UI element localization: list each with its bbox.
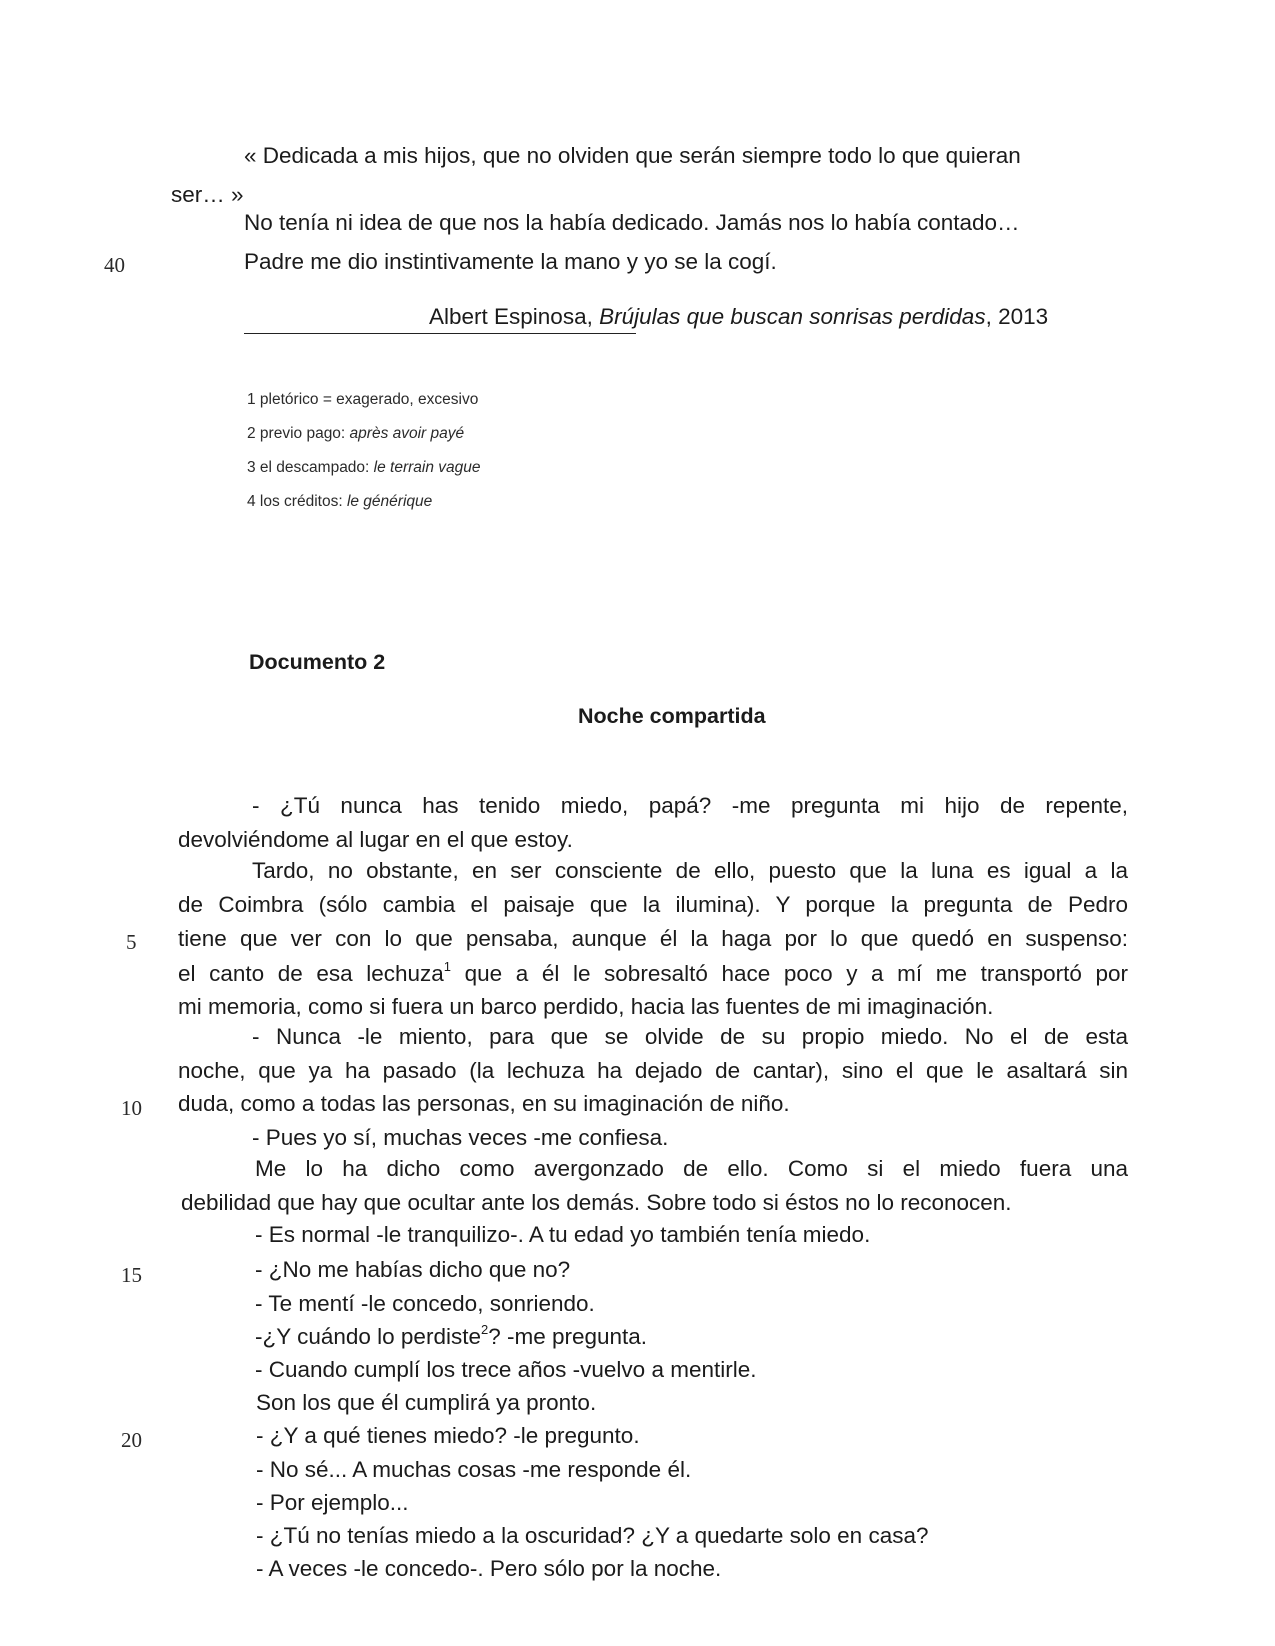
text-line: duda, como a todas las personas, en su imaginación de niño. — [178, 1091, 790, 1116]
text-line: - ¿Tú nunca has tenido miedo, papá? -me pregunta mi hijo de repente, — [252, 793, 1128, 818]
text-line-with-footnote: -¿Y cuándo lo perdiste$^2$? -me pregunta. — [255, 1321, 648, 1349]
line-number-10: 10 — [121, 1096, 142, 1120]
footnote-3: 3 el descampado: le terrain vague — [247, 459, 481, 476]
text-line: - ¿Y a qué tienes miedo? -le pregunto. — [256, 1423, 640, 1448]
text-line: Tardo, no obstante, en ser consciente de ello, puesto que la luna es igual a la — [252, 858, 1128, 883]
text-title: Noche compartida — [578, 704, 766, 728]
line-number-5: 5 — [126, 930, 137, 954]
text-line: - A veces -le concedo-. Pero sólo por la noche. — [256, 1556, 722, 1581]
text-line: - Pues yo sí, muchas veces -me confiesa. — [252, 1125, 669, 1150]
document-heading: Documento 2 — [249, 650, 386, 674]
paragraph-line-1: No tenía ni idea de que nos la había dedicado. Jamás nos lo había contado… — [244, 210, 1020, 235]
text-line: - ¿No me habías dicho que no? — [255, 1257, 571, 1282]
line-number-15: 15 — [121, 1263, 142, 1287]
text-line: devolviéndome al lugar en el que estoy. — [178, 827, 573, 852]
text-line: de Coimbra (sólo cambia el paisaje que la ilumina). Y porque la pregunta de Pedro — [178, 892, 1128, 917]
text-line: Son los que él cumplirá ya pronto. — [256, 1390, 597, 1415]
text-line: tiene que ver con lo que pensaba, aunque él la haga por lo que quedó en suspenso: — [178, 926, 1128, 951]
text-line: - Por ejemplo... — [256, 1490, 409, 1515]
line-number-20: 20 — [121, 1428, 142, 1452]
footnote-mark-1: 1 — [443, 958, 452, 974]
text-line: - ¿Tú no tenías miedo a la oscuridad? ¿Y a quedarte solo en casa? — [256, 1523, 929, 1548]
footnote-2: 2 previo pago: après avoir payé — [247, 425, 465, 442]
footnote-1: 1 pletórico = exagerado, excesivo — [247, 391, 479, 408]
text-line: - No sé... A muchas cosas -me responde él. — [256, 1457, 692, 1482]
text-line: Me lo ha dicho como avergonzado de ello. Como si el miedo fuera una — [255, 1156, 1128, 1181]
text-line: - Te mentí -le concedo, sonriendo. — [255, 1291, 595, 1316]
text-line: noche, que ya ha pasado (la lechuza ha dejado de cantar), sino el que le asaltará sin — [178, 1058, 1128, 1083]
citation-year: , 2013 — [985, 304, 1049, 329]
text-line: - Cuando cumplí los trece años -vuelvo a mentirle. — [255, 1357, 757, 1382]
footnote-mark-2: 2 — [480, 1321, 489, 1337]
citation-title: Brújulas que buscan sonrisas perdidas — [599, 304, 986, 329]
text-line: debilidad que hay que ocultar ante los demás. Sobre todo si éstos no lo reconocen. — [181, 1190, 1012, 1215]
line-number-40: 40 — [104, 253, 125, 277]
dedication-line-1: « Dedicada a mis hijos, que no olviden que serán siempre todo lo que quieran — [244, 143, 1021, 168]
text-line: - Es normal -le tranquilizo-. A tu edad yo también tenía miedo. — [255, 1222, 871, 1247]
text-line: mi memoria, como si fuera un barco perdido, hacia las fuentes de mi imaginación. — [178, 994, 994, 1019]
footnote-divider — [244, 333, 636, 334]
citation-author: Albert Espinosa, — [429, 304, 600, 329]
paragraph-line-2: Padre me dio instintivamente la mano y yo se la cogí. — [244, 249, 777, 274]
dedication-line-2: ser… » — [171, 182, 244, 207]
citation — [429, 303, 1048, 331]
text-line: - Nunca -le miento, para que se olvide de su propio miedo. No el de esta — [252, 1024, 1128, 1049]
text-line-with-footnote: el canto de esa lechuza$^1$ que a él le sobresaltó hace poco y a mí me transportó por — [178, 958, 1128, 986]
footnote-4: 4 los créditos: le générique — [247, 493, 433, 510]
